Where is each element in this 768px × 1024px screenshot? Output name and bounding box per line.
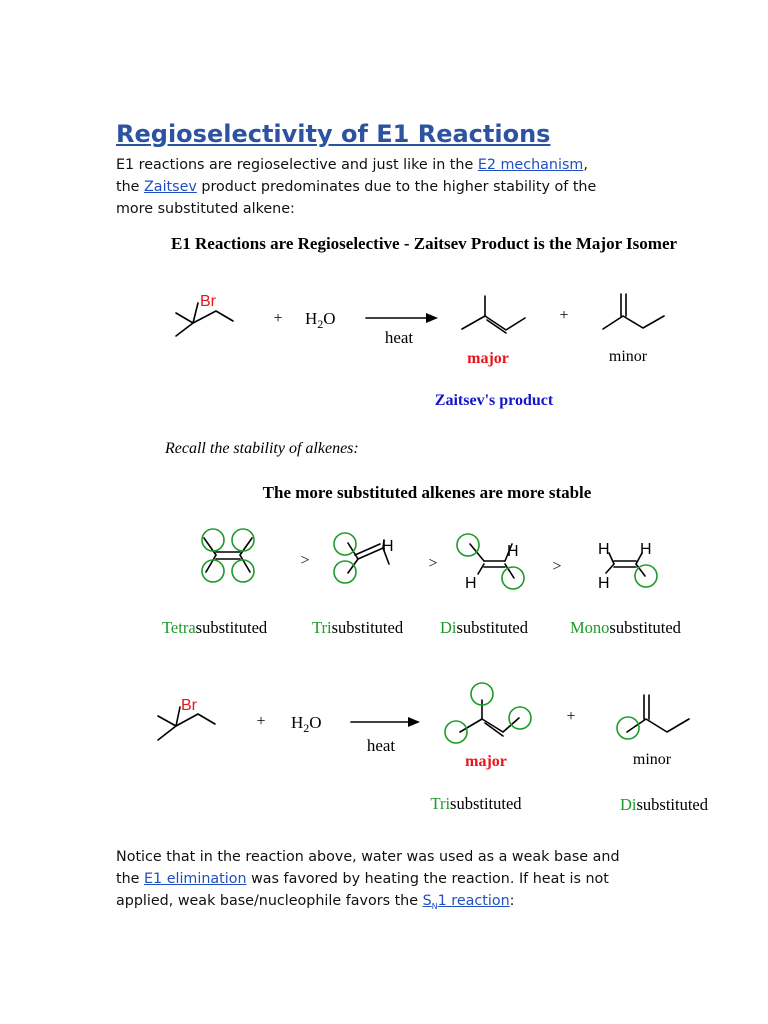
substituent-circle <box>334 533 356 555</box>
hydrogen-label: H <box>507 543 519 560</box>
plus-sign: + <box>559 307 569 324</box>
bromine-label: Br <box>181 697 197 714</box>
product-trisubstituted-alkene-2 <box>460 700 519 736</box>
hydrogen-label: H <box>598 541 610 558</box>
bromine-label: Br <box>200 293 216 310</box>
product-trisubstituted-alkene-1 <box>462 296 525 333</box>
outro-text: : <box>509 893 515 909</box>
label-disubstituted-product: Disubstituted <box>619 795 709 814</box>
outro-text: the <box>116 871 145 887</box>
stability-title: The more substituted alkenes are more stable <box>262 483 592 502</box>
product-disubstituted-alkene-1 <box>603 294 664 329</box>
substituent-circle <box>617 717 639 739</box>
outro-paragraph <box>116 846 656 918</box>
link-e2-mechanism[interactable]: E2 mechanism <box>477 157 584 173</box>
link-sn1-reaction[interactable]: $S_N1$ reaction <box>422 893 510 911</box>
hydrogen-label: H <box>465 575 477 592</box>
intro-text: the <box>116 179 145 195</box>
substituent-circle <box>202 560 224 582</box>
outro-text: Notice that in the reaction above, water was used as a weak base and <box>116 849 620 865</box>
outro-text: was favored by heating the reaction. If heat is not <box>246 871 609 887</box>
link-e1-elimination[interactable]: E1 elimination <box>144 871 247 887</box>
substituent-circle <box>334 561 356 583</box>
water-formula: $H_2O$ <box>291 713 322 735</box>
label-monosubstituted: Monosubstituted <box>570 618 681 637</box>
water-formula: $H_2O$ <box>305 309 336 331</box>
label-trisubstituted: Trisubstituted <box>312 618 404 637</box>
link-zaitsev[interactable]: Zaitsev <box>144 179 197 195</box>
plus-sign: + <box>566 708 576 725</box>
condition-heat: heat <box>384 328 414 347</box>
major-label: major <box>465 753 507 770</box>
label-tetrasubstituted: Tetrasubstituted <box>162 618 268 637</box>
intro-text: , <box>583 157 588 173</box>
arrow-head-1 <box>426 313 438 323</box>
hydrogen-label: H <box>382 538 394 555</box>
recall-caption: Recall the stability of alkenes: <box>165 440 359 457</box>
substituent-circle <box>445 721 467 743</box>
substituent-circle <box>502 567 524 589</box>
plus-sign: + <box>256 713 266 730</box>
greater-than: > <box>300 552 310 569</box>
minor-label: minor <box>608 348 648 365</box>
label-trisubstituted-product: Trisubstituted <box>430 794 522 813</box>
intro-text: more substituted alkene: <box>116 201 295 217</box>
hydrogen-label: H <box>598 575 610 592</box>
zaitsev-product-label: Zaitsev's product <box>434 392 554 409</box>
major-label: major <box>467 350 509 367</box>
substituent-circle <box>509 707 531 729</box>
intro-paragraph <box>116 154 676 220</box>
product-disubstituted-alkene-2 <box>627 695 689 732</box>
substituent-circle <box>635 565 657 587</box>
condition-heat: heat <box>366 736 396 755</box>
hydrogen-label: H <box>640 541 652 558</box>
greater-than: > <box>428 555 438 572</box>
arrow-head-2 <box>408 717 420 727</box>
tetrasubstituted-alkene <box>204 538 252 572</box>
intro-text: product predominates due to the higher stability of the <box>196 179 597 195</box>
substituent-circle <box>457 534 479 556</box>
intro-text: E1 reactions are regioselective and just like in the <box>116 157 478 173</box>
outro-text: applied, weak base/nucleophile favors the <box>116 893 423 909</box>
label-disubstituted: Disubstituted <box>440 618 529 637</box>
substituent-circle <box>232 560 254 582</box>
minor-label: minor <box>632 751 672 768</box>
greater-than: > <box>552 558 562 575</box>
page-title: Regioselectivity of E1 Reactions <box>116 120 551 148</box>
e1-figure <box>0 220 768 840</box>
figure-title: E1 Reactions are Regioselective - Zaitsev Product is the Major Isomer <box>170 234 678 253</box>
plus-sign: + <box>273 310 283 327</box>
